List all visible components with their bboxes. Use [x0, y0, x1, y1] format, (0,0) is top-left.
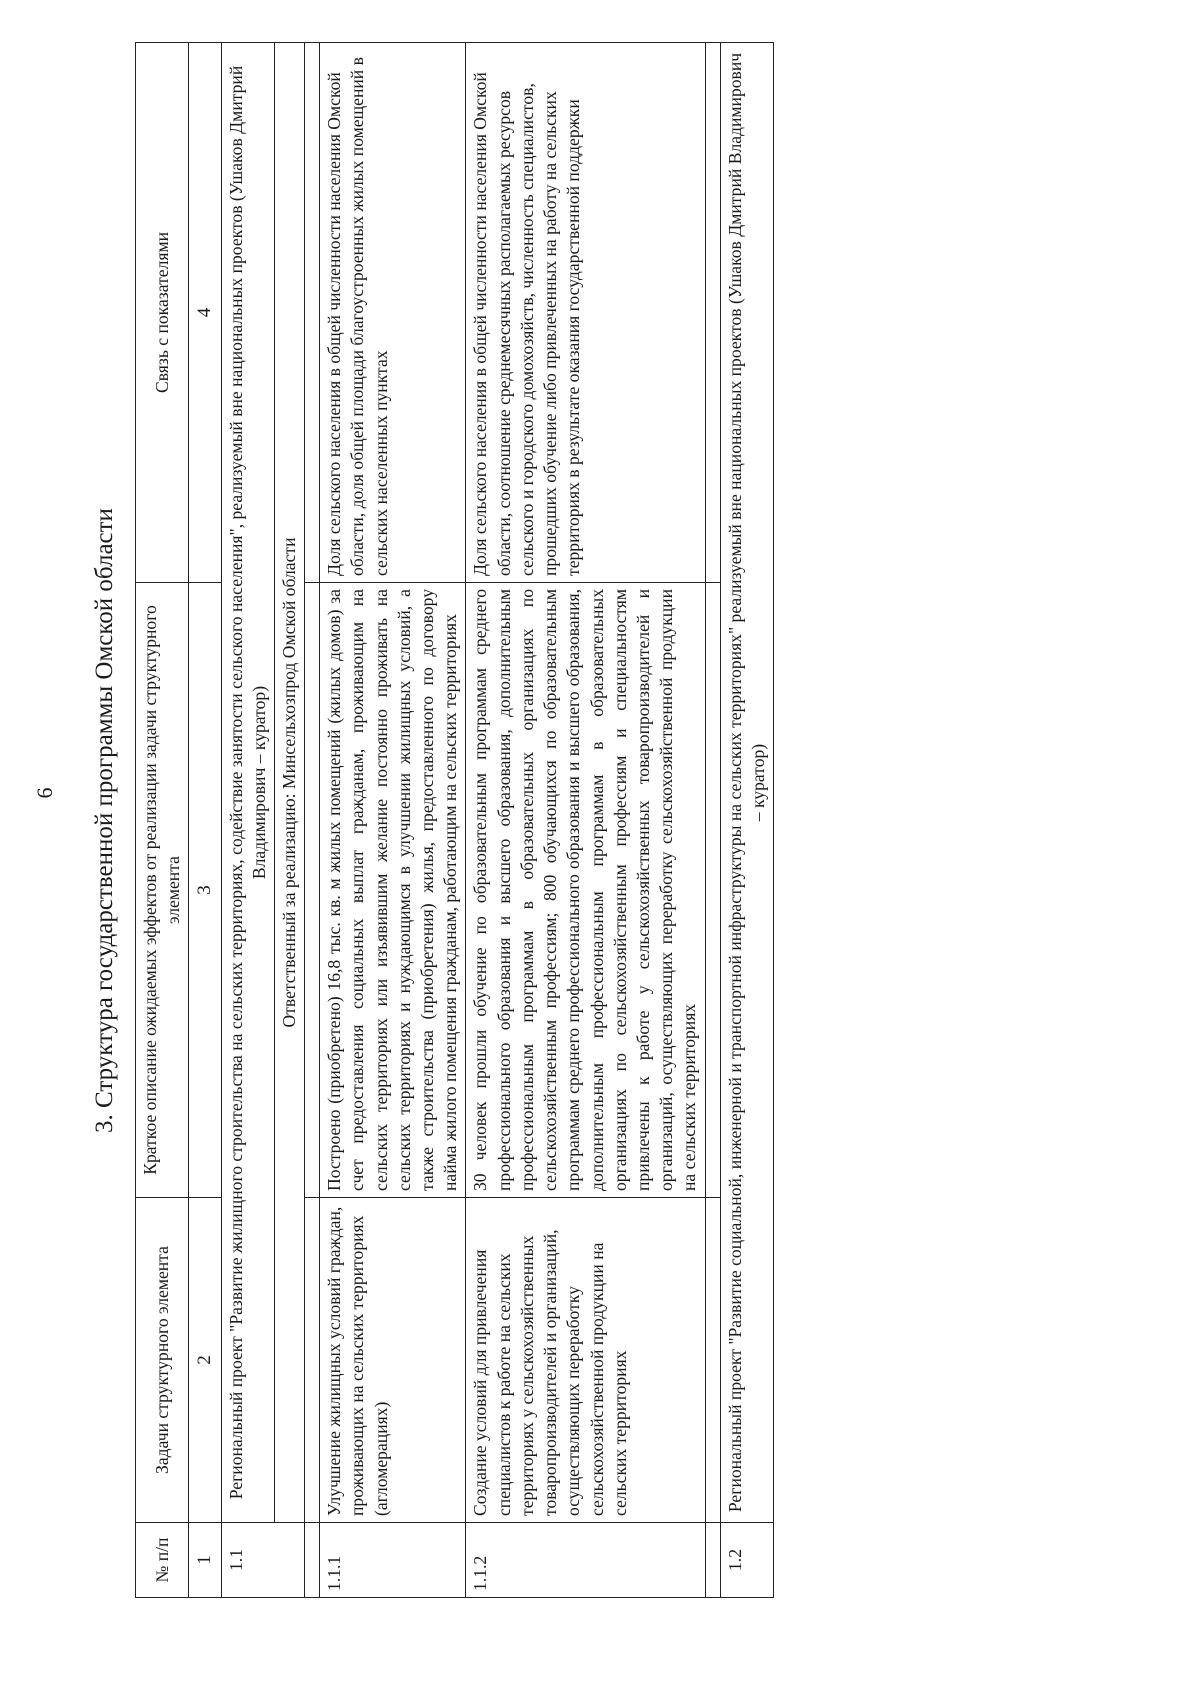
indicator-link-cell: Доля сельского населения в общей численности населения Омской области, соотношение среднемесячных располагаемых ресурсов сельского и городского домохозяйств, численность специалистов, прошедших обучение либо привлеченных на работу на сельских территориях в результате оказания государственной поддержки [466, 43, 705, 583]
spacer-row [305, 43, 320, 1598]
table-row [466, 43, 705, 1598]
header-num: № п/п [136, 1523, 189, 1598]
indicator-link-cell: Доля сельского населения в общей численности населения Омской области, доля общей площади благоустроенных жилых помещений в сельских населенных пунктах [320, 43, 466, 583]
section-project-title: Региональный проект "Развитие социальной, инженерной и транспортной инфраструктуры на сельских территориях" реализуемый вне национальных проектов (Ушаков Дмитрий Владимирович – куратор) [720, 43, 773, 1523]
column-number-row [189, 43, 221, 1598]
column-number: 1 [189, 1523, 221, 1598]
section-responsible: Ответственный за реализацию: Минсельхозпрод Омской области [274, 43, 304, 1523]
responsible-row [274, 43, 304, 1598]
section-number: 1.2 [720, 1523, 773, 1598]
section-row [720, 43, 773, 1598]
column-number: 2 [189, 1198, 221, 1523]
section-project-title: Региональный проект "Развитие жилищного строительства на сельских территориях, содействие занятости сельского населения", реализуемый вне национальных проектов (Ушаков Дмитрий Владимирович – куратор) [221, 43, 274, 1523]
header-row [136, 43, 189, 1598]
section-title: 3. Структура государственной программы Омской области [91, 508, 118, 1133]
spacer-row [705, 43, 720, 1598]
page-number: 6 [32, 787, 57, 799]
rotated-page-content [75, 43, 1135, 1598]
column-number: 4 [189, 43, 221, 583]
program-structure-table [135, 42, 774, 1598]
row-number: 1.1.1 [320, 1523, 466, 1598]
task-cell: Улучшение жилищных условий граждан, проживающих на сельских территориях (агломерациях) [320, 1198, 466, 1523]
header-effect: Краткое описание ожидаемых эффектов от реализации задачи структурного элемента [136, 583, 189, 1198]
task-cell: Создание условий для привлечения специалистов к работе на сельских территориях у сельскохозяйственных товаропроизводителей и организаций, осуществляющих переработку сельскохозяйственной продукции на сельских территориях [466, 1198, 705, 1523]
header-link: Связь с показателями [136, 43, 189, 583]
table-row [320, 43, 466, 1598]
section-number: 1.1 [221, 1523, 305, 1598]
section-row [221, 43, 274, 1598]
effect-cell: 30 человек прошли обучение по образовательным программам среднего профессионального образования и высшего образования, дополнительным профессиональным программам в образовательных организациях по сельскохозяйственным профессиям; 800 обучающихся по образовательным программам среднего профессионального образования и высшего образования, дополнительным профессиональным программам в образовательных организациях по сельскохозяйственным профессиям и специальностям привлечены к работе у сельскохозяйственных товаропроизводителей и организаций, осуществляющих переработку сельскохозяйственной продукции на сельских территориях [466, 583, 705, 1198]
row-number: 1.1.2 [466, 1523, 705, 1598]
header-task: Задачи структурного элемента [136, 1198, 189, 1523]
effect-cell: Построено (приобретено) 16,8 тыс. кв. м жилых помещений (жилых домов) за счет предоставления социальных выплат гражданам, проживающим на сельских территориях или изъявившим желание постоянно проживать на сельских территориях и нуждающимся в улучшении жилищных условий, а также строительства (приобретения) жилья, предоставленного по договору найма жилого помещения гражданам, работающим на сельских территориях [320, 583, 466, 1198]
column-number: 3 [189, 583, 221, 1198]
